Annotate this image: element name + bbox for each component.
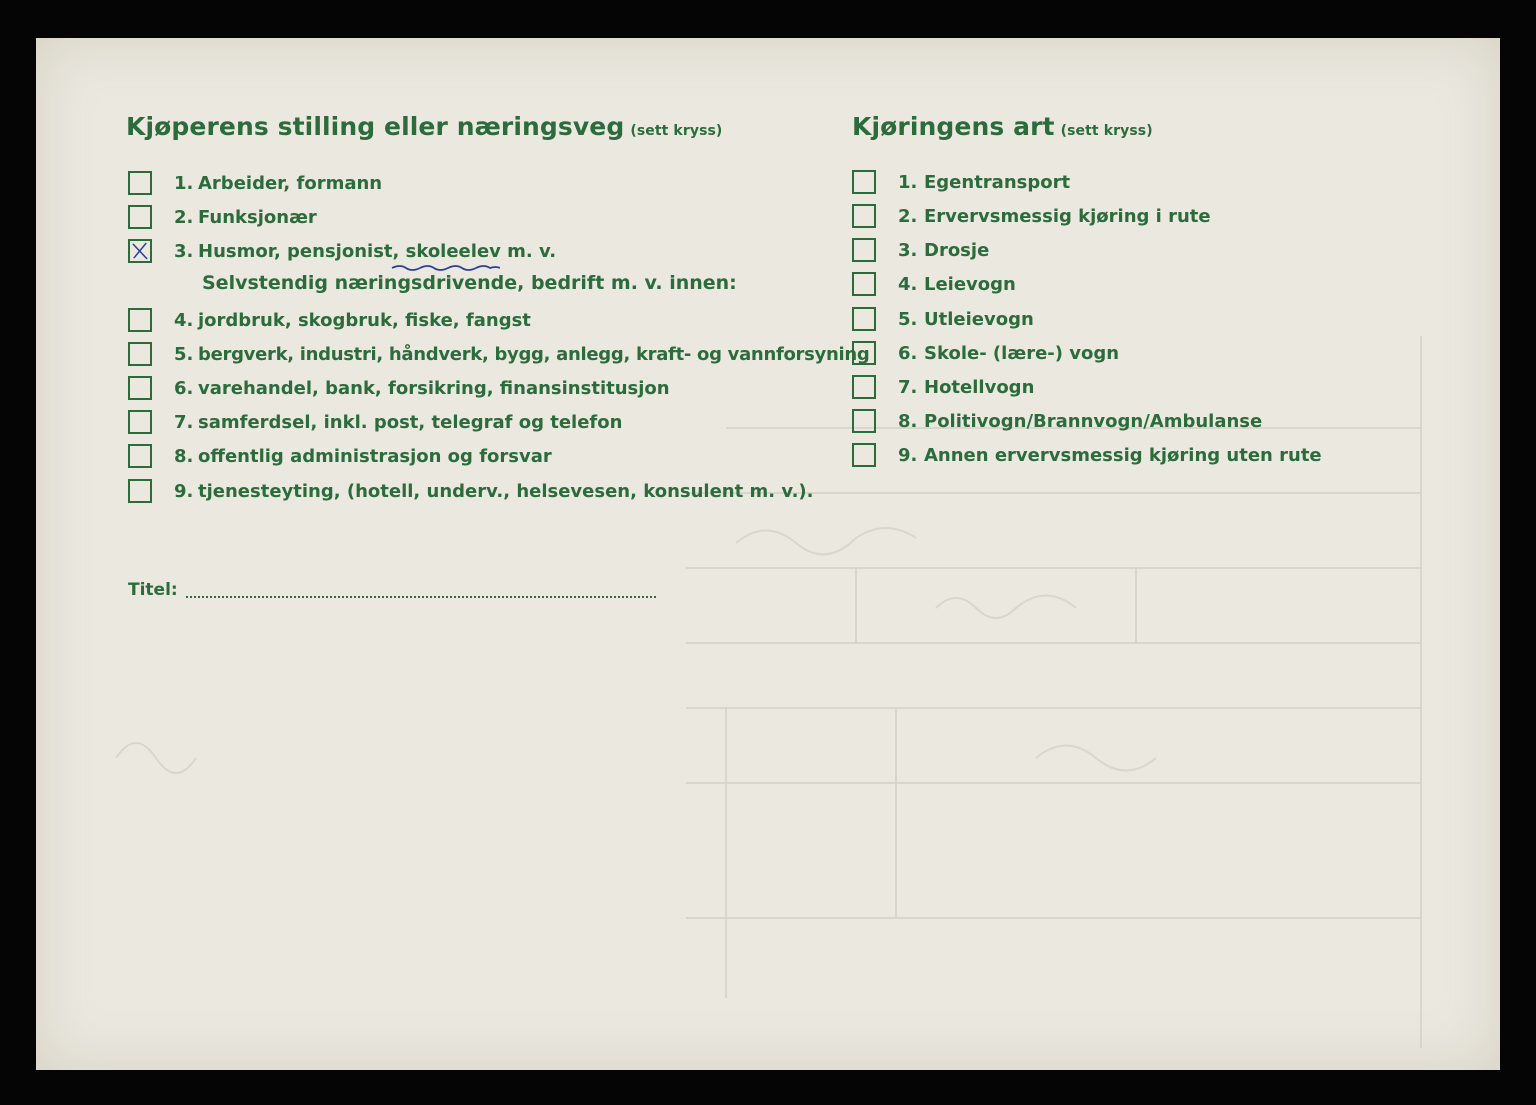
option-label: Arbeider, formann (198, 173, 383, 194)
form-sheet (36, 38, 1500, 1070)
option-label: tjenesteyting, (hotell, underv., helsevesen, konsulent m. v.). (198, 481, 814, 502)
checkbox[interactable] (852, 409, 876, 433)
option-number: 2. (898, 206, 918, 227)
checkbox[interactable] (852, 272, 876, 296)
option-label: samferdsel, inkl. post, telegraf og telefon (198, 412, 623, 433)
checkbox[interactable] (852, 204, 876, 228)
option-label: offentlig administrasjon og forsvar (198, 446, 552, 467)
option-number: 7. (898, 377, 918, 398)
right-section-title-text: Kjøringens art (852, 112, 1055, 141)
checkbox[interactable] (852, 238, 876, 262)
checkbox[interactable] (128, 444, 152, 468)
titel-label: Titel: (128, 580, 178, 600)
option-number: 2. (174, 207, 194, 228)
option-label: Husmor, pensjonist, skoleelev m. v. (198, 241, 557, 262)
option-label: Skole- (lære-) vogn (924, 343, 1120, 364)
right-section-note: (sett kryss) (1060, 123, 1153, 139)
checkbox[interactable] (852, 307, 876, 331)
option-label: Drosje (924, 240, 990, 261)
option-number: 5. (174, 344, 194, 365)
option-label: Utleievogn (924, 309, 1034, 330)
option-number: 4. (174, 310, 194, 331)
checkbox[interactable] (128, 342, 152, 366)
option-number: 9. (898, 445, 918, 466)
option-label: bergverk, industri, håndverk, bygg, anlegg, kraft- og vannforsyning (198, 344, 870, 365)
option-number: 6. (174, 378, 194, 399)
self-employed-subheading: Selvstendig næringsdrivende, bedrift m. v. innen: (202, 272, 737, 294)
left-section-title-text: Kjøperens stilling eller næringsveg (126, 112, 625, 141)
titel-input-line[interactable] (186, 596, 656, 598)
checkbox[interactable] (128, 410, 152, 434)
option-label: Leievogn (924, 274, 1016, 295)
option-number: 9. (174, 481, 194, 502)
checkbox[interactable] (128, 479, 152, 503)
option-number: 8. (174, 446, 194, 467)
right-section-title (852, 112, 1153, 141)
checkbox[interactable] (128, 308, 152, 332)
option-number: 6. (898, 343, 918, 364)
checkbox[interactable] (852, 375, 876, 399)
option-label: Politivogn/Brannvogn/Ambulanse (924, 411, 1263, 432)
left-section-title (126, 112, 722, 141)
checkbox[interactable] (128, 376, 152, 400)
checkbox[interactable] (128, 205, 152, 229)
cross-mark-icon (130, 241, 150, 261)
option-label: Annen ervervsmessig kjøring uten rute (924, 445, 1322, 466)
option-label: jordbruk, skogbruk, fiske, fangst (198, 310, 531, 331)
checkbox[interactable] (852, 443, 876, 467)
option-label: Egentransport (924, 172, 1071, 193)
option-number: 3. (898, 240, 918, 261)
option-label: varehandel, bank, forsikring, finansinstitusjon (198, 378, 670, 399)
checkbox[interactable] (128, 171, 152, 195)
option-number: 4. (898, 274, 918, 295)
option-label: Funksjonær (198, 207, 317, 228)
option-number: 7. (174, 412, 194, 433)
option-label: Ervervsmessig kjøring i rute (924, 206, 1211, 227)
left-section-note: (sett kryss) (630, 123, 723, 139)
option-label: Hotellvogn (924, 377, 1035, 398)
option-number: 5. (898, 309, 918, 330)
option-number: 1. (898, 172, 918, 193)
option-number: 1. (174, 173, 194, 194)
option-number: 3. (174, 241, 194, 262)
option-number: 8. (898, 411, 918, 432)
checkbox-checked[interactable] (128, 239, 152, 263)
checkbox[interactable] (852, 341, 876, 365)
checkbox[interactable] (852, 170, 876, 194)
